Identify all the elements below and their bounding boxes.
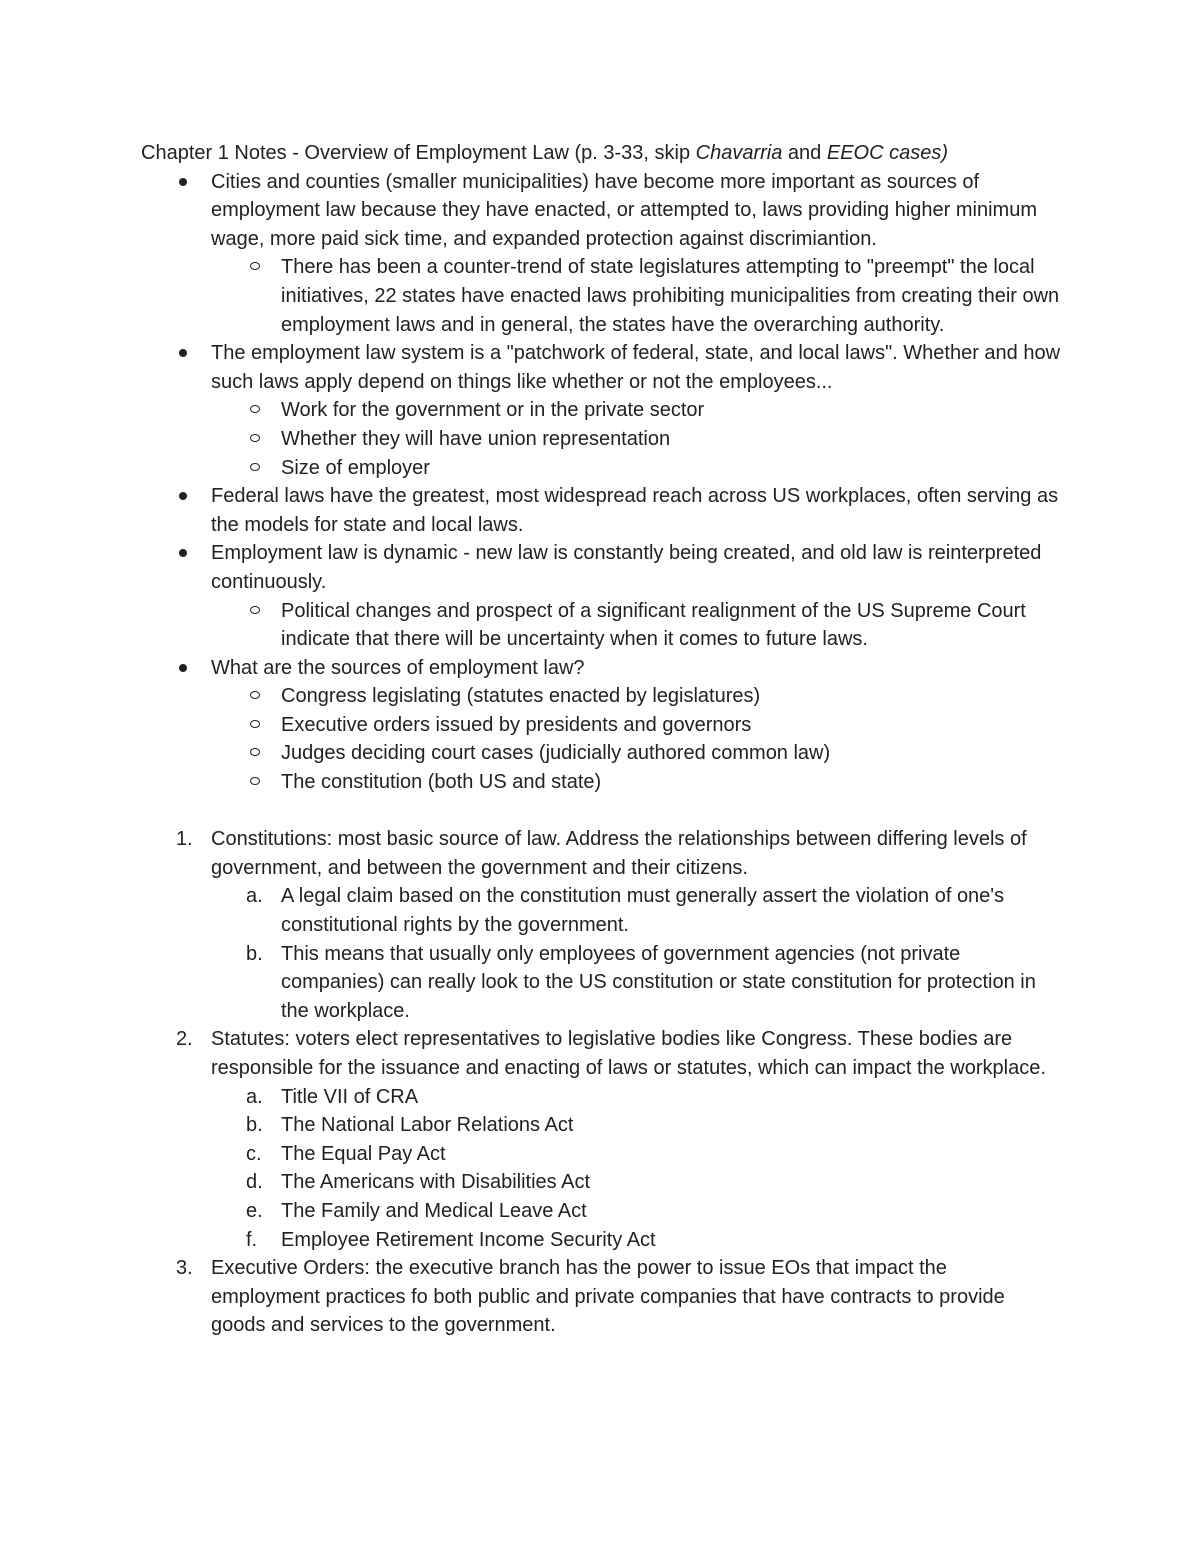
lettered-text: The Americans with Disabilities Act	[281, 1171, 591, 1194]
number-marker: 2.	[176, 1028, 193, 1051]
sub-bullet-list	[141, 597, 1061, 654]
sub-bullet-item	[211, 768, 1061, 797]
sub-bullet-text: Political changes and prospect of a significant realignment of the US Supreme Court indicate that there will be uncertainty when it comes to future laws.	[281, 599, 1026, 651]
bullet-item	[141, 539, 1061, 653]
numbered-text: Executive Orders: the executive branch has the power to issue EOs that impact the employment practices fo both public and private companies that have contracts to provide goods and services to the government.	[211, 1257, 1005, 1337]
sub-bullet-list	[141, 253, 1061, 339]
sub-bullet-text: There has been a counter-trend of state legislatures attempting to "preempt" the local initiatives, 22 states have enacted laws prohibiting municipalities from creating their own employment laws and in general, the states have the overarching authority.	[281, 256, 1060, 336]
title-italic-case-1: Chavarria	[695, 142, 783, 164]
circle-bullet-icon	[250, 405, 260, 413]
numbered-list	[141, 825, 1061, 1340]
bullet-item	[141, 654, 1061, 797]
sub-bullet-item	[211, 396, 1061, 425]
circle-bullet-icon	[250, 262, 260, 270]
numbered-text: Constitutions: most basic source of law. Address the relationships between differing levels of government, and between the government and their citizens.	[211, 828, 1027, 879]
lettered-text: The Equal Pay Act	[281, 1142, 446, 1165]
letter-marker: a.	[246, 1085, 263, 1108]
circle-bullet-icon	[250, 463, 260, 471]
lettered-list	[141, 1083, 1061, 1255]
sub-bullet-item	[211, 682, 1061, 711]
sub-bullet-list	[141, 682, 1061, 796]
bullet-list	[141, 168, 1061, 797]
lettered-list	[141, 882, 1061, 1025]
circle-bullet-icon	[250, 720, 260, 728]
bullet-item	[141, 339, 1061, 482]
numbered-item	[141, 825, 1061, 1025]
numbered-item	[141, 1025, 1061, 1254]
lettered-text: The National Labor Relations Act	[281, 1114, 574, 1137]
circle-bullet-icon	[250, 748, 260, 756]
sub-bullet-text: Work for the government or in the private sector	[281, 399, 705, 422]
bullet-dot-icon	[179, 549, 187, 557]
sub-bullet-text: Whether they will have union representation	[281, 427, 671, 450]
title-middle: and	[782, 142, 827, 164]
letter-marker: e.	[246, 1199, 263, 1222]
bullet-dot-icon	[179, 349, 187, 357]
circle-bullet-icon	[250, 777, 260, 785]
bullet-item	[141, 168, 1061, 340]
lettered-text: Title VII of CRA	[281, 1085, 419, 1108]
bullet-text: The employment law system is a "patchwork of federal, state, and local laws". Whether and how such laws apply depend on things like whether or not the employees...	[211, 342, 1061, 393]
number-marker: 1.	[176, 828, 193, 851]
sub-bullet-text: Executive orders issued by presidents and governors	[281, 713, 752, 736]
letter-marker: f.	[246, 1228, 258, 1251]
sub-bullet-item	[211, 739, 1061, 768]
sub-bullet-item	[211, 253, 1061, 339]
circle-bullet-icon	[250, 691, 260, 699]
bullet-dot-icon	[179, 492, 187, 500]
sub-bullet-text: Congress legislating (statutes enacted by legislatures)	[281, 685, 761, 708]
sub-bullet-list	[141, 396, 1061, 482]
sub-bullet-text: Judges deciding court cases (judicially authored common law)	[281, 742, 831, 765]
sub-bullet-text: Size of employer	[281, 456, 430, 479]
blank-line	[141, 797, 1061, 826]
letter-marker: c.	[246, 1142, 262, 1165]
bullet-text: Federal laws have the greatest, most widespread reach across US workplaces, often serving as the models for state and local laws.	[211, 485, 1059, 536]
bullet-text: What are the sources of employment law?	[211, 656, 585, 679]
bullet-item	[141, 482, 1061, 539]
lettered-text: The Family and Medical Leave Act	[281, 1199, 587, 1222]
circle-bullet-icon	[250, 606, 260, 614]
letter-marker: a.	[246, 885, 263, 908]
sub-bullet-text: The constitution (both US and state)	[281, 771, 602, 794]
lettered-item	[211, 940, 1061, 1026]
numbered-item	[141, 1254, 1061, 1340]
lettered-text: This means that usually only employees of government agencies (not private companies) can really look to the US constitution or state constitution for protection in the workplace.	[281, 942, 1036, 1022]
title-italic-case-2: EEOC cases)	[826, 142, 949, 164]
bullet-text: Employment law is dynamic - new law is constantly being created, and old law is reinterpreted continuously.	[211, 542, 1042, 593]
bullet-text: Cities and counties (smaller municipalities) have become more important as sources of employment law because they have enacted, or attempted to, laws providing higher minimum wage, more paid sick time, and expanded protection against discrimiantion.	[211, 170, 1037, 250]
title-prefix: Chapter 1 Notes - Overview of Employment Law (p. 3-33, skip	[141, 142, 696, 164]
letter-marker: b.	[246, 1114, 263, 1137]
page-title	[141, 139, 1061, 168]
numbered-text: Statutes: voters elect representatives to legislative bodies like Congress. These bodies are responsible for the issuance and enacting of laws or statutes, which can impact the workplace.	[211, 1028, 1046, 1079]
lettered-item	[211, 1197, 1061, 1226]
lettered-item	[211, 1140, 1061, 1169]
bullet-dot-icon	[179, 178, 187, 186]
lettered-item	[211, 882, 1061, 939]
letter-marker: b.	[246, 942, 263, 965]
lettered-item	[211, 1111, 1061, 1140]
sub-bullet-item	[211, 711, 1061, 740]
bullet-dot-icon	[179, 664, 187, 672]
document-page	[141, 139, 1061, 1340]
letter-marker: d.	[246, 1171, 263, 1194]
lettered-item	[211, 1083, 1061, 1112]
sub-bullet-item	[211, 454, 1061, 483]
number-marker: 3.	[176, 1257, 193, 1280]
lettered-item	[211, 1226, 1061, 1255]
sub-bullet-item	[211, 425, 1061, 454]
circle-bullet-icon	[250, 434, 260, 442]
lettered-text: Employee Retirement Income Security Act	[281, 1228, 656, 1251]
lettered-item	[211, 1168, 1061, 1197]
sub-bullet-item	[211, 597, 1061, 654]
lettered-text: A legal claim based on the constitution must generally assert the violation of one's constitutional rights by the government.	[281, 885, 1005, 937]
